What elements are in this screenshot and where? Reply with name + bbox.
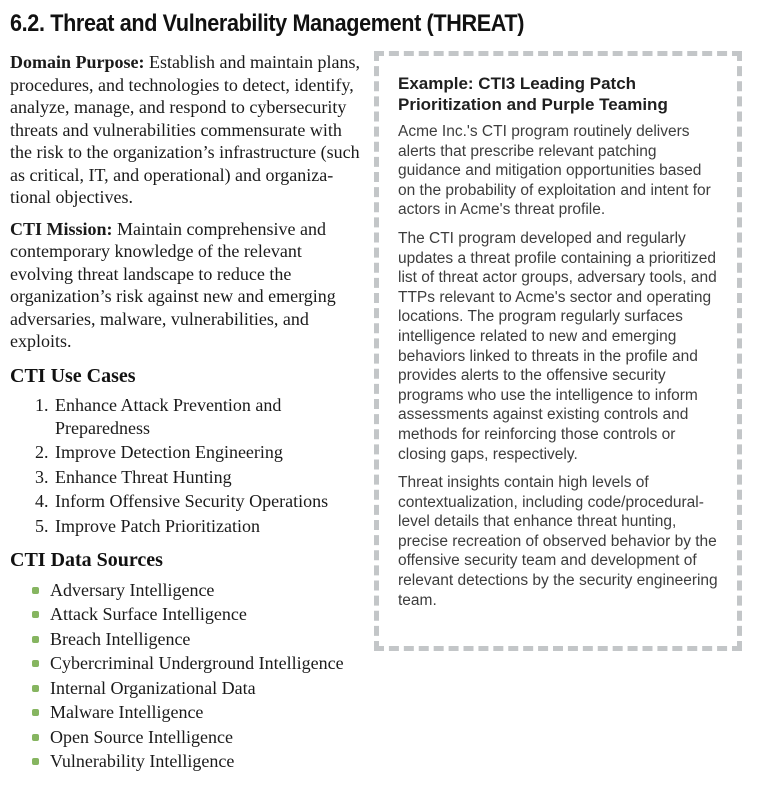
data-source-item xyxy=(32,750,362,773)
data-source-label: Vulnerability Intelligence xyxy=(50,751,235,771)
two-column-layout xyxy=(10,51,742,775)
bullet-dot-icon xyxy=(32,709,39,716)
cti-mission-paragraph xyxy=(10,218,362,353)
data-source-item xyxy=(32,677,362,700)
use-cases-list xyxy=(10,394,362,537)
example-paragraph: Acme Inc.'s CTI program routinely delivers alerts that prescribe relevant patching guidance and mitigation opportunities based on the probability of exploitation and intent for actors in Acme's threat profile. xyxy=(398,123,711,219)
data-source-item xyxy=(32,652,362,675)
use-case-item: 1. Enhance Attack Prevention and Preparedness xyxy=(53,394,362,439)
example-callout-box xyxy=(374,51,742,651)
data-source-label: Breach Intelligence xyxy=(50,628,191,649)
page-title: 6.2. Threat and Vulnerability Management (THREAT) xyxy=(10,10,525,37)
use-case-item: 3. Enhance Threat Hunting xyxy=(53,466,362,489)
data-source-label: Internal Organizational Data xyxy=(50,677,256,698)
domain-purpose-label: Domain Purpose: xyxy=(10,52,145,72)
use-case-item: 4. Inform Offensive Security Operations xyxy=(53,490,362,513)
data-source-label: Malware Intelligence xyxy=(50,702,204,722)
use-case-item: 5. Improve Patch Prioritization xyxy=(53,515,362,538)
domain-purpose-text: Establish and maintain plans, procedures, and technologies to detect, identify, analyze, manage, and respond to cybersecurity threats and vulnerabilities commensurate with the risk to the organization’s infrastructure (such as critical, IT, and operational) and organizational objectives. xyxy=(10,52,360,207)
data-source-item xyxy=(32,603,362,626)
example-paragraph: Threat insights contain high levels of contextualization, including code/procedural-level details that enhance threat hunting, precise recreation of observed behavior by the offensive security team and development of relevant detections by the security engineering team. xyxy=(398,474,718,609)
data-source-label: Adversary Intelligence xyxy=(50,579,215,600)
bullet-dot-icon xyxy=(32,587,39,594)
cti-mission-label: CTI Mission: xyxy=(10,218,113,239)
data-source-label: Open Source Intelligence xyxy=(50,726,233,747)
example-paragraph: The CTI program developed and regularly updates a threat profile containing a prioritized list of threat actor groups, adversary tools, and TTPs relevant to Acme's sector and operating locations. The program regularly surfaces intelligence related to new and emerging behaviors linked to threats in the profile and provides alerts to the offensive security programs who use the intelligence to inform assessments against existing controls and methods for reinforcing those controls or closing gaps, respectively. xyxy=(398,229,717,463)
bullet-dot-icon xyxy=(32,660,39,667)
bullet-dot-icon xyxy=(32,685,39,692)
bullet-dot-icon xyxy=(32,734,39,741)
example-box-heading: Example: CTI3 Leading Patch Prioritization and Purple Teaming xyxy=(398,74,668,114)
left-column xyxy=(10,51,362,775)
data-source-item xyxy=(32,628,362,651)
cti-mission-text: Maintain comprehensive and contemporary knowledge of the relevant evolving threat landscape to reduce the organization’s risk against new and emerging adversaries, malware, vulnerabilities, and exploits. xyxy=(10,218,336,351)
data-sources-list xyxy=(10,579,362,773)
data-sources-heading: CTI Data Sources xyxy=(10,549,163,571)
bullet-dot-icon xyxy=(32,636,39,643)
data-source-item xyxy=(32,701,362,724)
data-source-item xyxy=(32,579,362,602)
data-source-item xyxy=(32,726,362,749)
use-cases-heading: CTI Use Cases xyxy=(10,364,136,387)
domain-purpose-paragraph xyxy=(10,51,362,209)
data-source-label: Cybercriminal Underground Intelligence xyxy=(50,653,344,673)
bullet-dot-icon xyxy=(32,758,39,765)
bullet-dot-icon xyxy=(32,611,39,618)
data-source-label: Attack Surface Intelligence xyxy=(50,604,247,624)
use-case-item: 2. Improve Detection Engineering xyxy=(53,441,362,464)
